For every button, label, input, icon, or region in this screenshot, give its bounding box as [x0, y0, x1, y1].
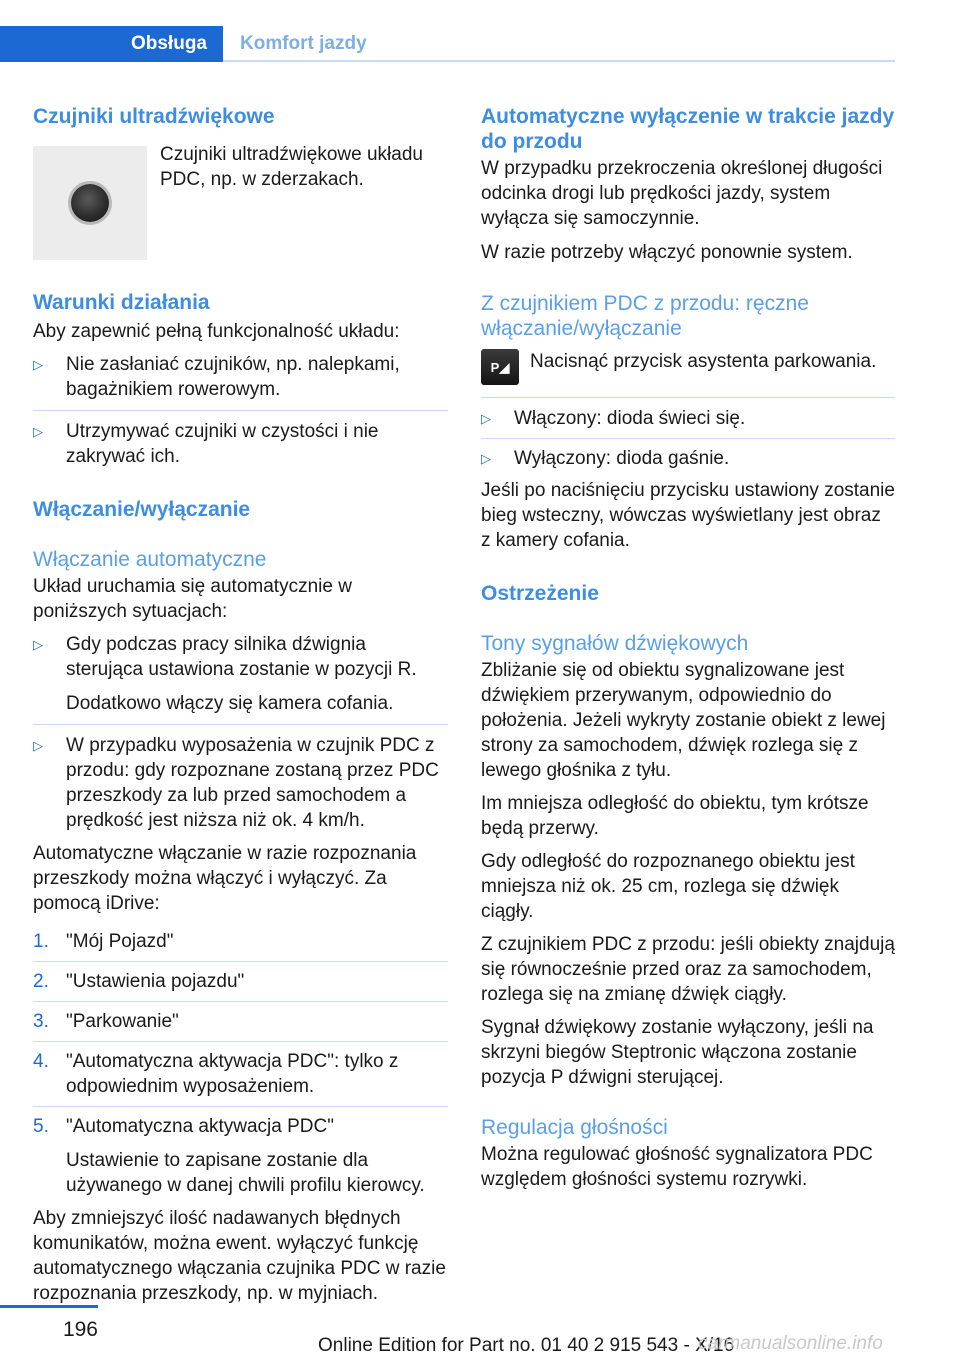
sensors-text: Czujniki ultradźwiękowe układu PDC, np. w zderzakach.: [160, 144, 423, 190]
divider: [33, 1001, 448, 1002]
auto-intro: Układ uruchamia się automatycznie w poniższych sytuacjach:: [33, 576, 352, 622]
conditions-intro: Aby zapewnić pełną funkcjonalność układu:: [33, 321, 400, 342]
tones-p5: Sygnał dźwiękowy zostanie wyłączony, jeśli na skrzyni biegów Steptronic włączona zostanie pozycja P dźwigni sterującej.: [481, 1017, 874, 1088]
page-number: 196: [62, 1318, 98, 1341]
divider: [33, 724, 448, 725]
manual-after: Jeśli po naciśnięciu przycisku ustawiony zostanie bieg wsteczny, wówczas wyświetlany jest obraz z kamery cofania.: [481, 480, 895, 551]
volume-text: Można regulować głośność sygnalizatora PDC względem głośności systemu rozrywki.: [481, 1144, 873, 1190]
heading-auto: Włączanie automatyczne: [33, 548, 267, 571]
list-item: ▷ Włączony: dioda świeci się.: [481, 408, 746, 429]
list-item: ▷ Gdy podczas pracy silnika dźwignia sterująca ustawiona zostanie w pozycji R. Dodatkowo włączy się kamera cofania.: [33, 634, 417, 714]
triangle-right-icon: ▷: [33, 424, 43, 439]
heading-autooff: Automatyczne wyłączenie w trakcie jazdy do przodu: [481, 105, 895, 153]
auto-idrive-text: Automatyczne włączanie w razie rozpoznania przeszkody można włączyć i wyłączyć. Za pomocą iDrive:: [33, 843, 417, 914]
list-item: 1. "Mój Pojazd": [33, 931, 174, 952]
heading-manual: Z czujnikiem PDC z przodu: ręczne włączanie/wyłączanie: [481, 292, 809, 340]
sensor-image: [33, 146, 147, 260]
divider: [33, 410, 448, 411]
footer-accent-line: [0, 1305, 98, 1308]
tones-p4: Z czujnikiem PDC z przodu: jeśli obiekty znajdują się równocześnie przed oraz za samochodem, rozlega się na zmianę dźwięk ciągły.: [481, 934, 895, 1005]
divider: [33, 1106, 448, 1107]
list-item: ▷ Wyłączony: dioda gaśnie.: [481, 448, 730, 469]
heading-tones: Tony sygnałów dźwiękowych: [481, 632, 749, 655]
triangle-right-icon: ▷: [481, 451, 491, 466]
ultrasonic-sensor-icon: [71, 184, 109, 222]
triangle-right-icon: ▷: [33, 738, 43, 753]
divider: [33, 1041, 448, 1042]
list-item: 3. "Parkowanie": [33, 1011, 179, 1032]
heading-volume: Regulacja głośności: [481, 1116, 668, 1139]
list-item: 4. "Automatyczna aktywacja PDC": tylko z odpowiednim wyposażeniem.: [33, 1051, 399, 1097]
header-divider: [223, 60, 895, 62]
tones-p1: Zbliżanie się od obiektu sygnalizowane jest dźwiękiem przerywanym, odpowiednio do położenia. Jeżeli wykryty zostanie obiekt z lewej strony za samochodem, dźwięk rozlega się z lewego głośnika z tyłu.: [481, 660, 886, 781]
tab-komfort-jazdy[interactable]: Komfort jazdy: [240, 33, 367, 54]
manual-text: Nacisnąć przycisk asystenta parkowania.: [530, 351, 877, 372]
list-item: ▷ Utrzymywać czujniki w czystości i nie zakrywać ich.: [33, 421, 379, 467]
heading-onoff: Włączanie/wyłączanie: [33, 498, 251, 521]
list-item: 2. "Ustawienia pojazdu": [33, 971, 245, 992]
manual-row: [481, 349, 895, 393]
triangle-right-icon: ▷: [33, 637, 43, 652]
tones-p3: Gdy odległość do rozpoznanego obiektu jest mniejsza niż ok. 25 cm, rozlega się dźwięk ciągły.: [481, 851, 855, 922]
divider: [481, 397, 895, 398]
header-tabs: [0, 26, 895, 62]
watermark: carmanualsonline.info: [698, 1333, 883, 1354]
heading-conditions: Warunki działania: [33, 291, 210, 314]
right-column: [481, 100, 895, 1192]
park-assist-icon: P◢: [481, 349, 519, 385]
list-item: ▷ Nie zasłaniać czujników, np. nalepkami, bagażnikiem rowerowym.: [33, 354, 400, 400]
tones-p2: Im mniejsza odległość do obiektu, tym krótsze będą przerwy.: [481, 793, 869, 839]
heading-sensors: Czujniki ultradźwiękowe: [33, 105, 275, 128]
list-item: 5. "Automatyczna aktywacja PDC" Ustawienie to zapisane zostanie dla używanego w danej chwili profilu kierowcy.: [33, 1116, 425, 1196]
heading-warning: Ostrzeżenie: [481, 582, 599, 605]
list-item: ▷ W przypadku wyposażenia w czujnik PDC z przodu: gdy rozpoznane zostaną przez PDC przeszkody za lub przed samochodem a prędkość jest niższa niż ok. 4 km/h.: [33, 735, 439, 831]
divider: [481, 438, 895, 439]
edition-text: Online Edition for Part no. 01 40 2 915 543 - X/16: [318, 1335, 735, 1356]
closing-text: Aby zmniejszyć ilość nadawanych błędnych komunikatów, można ewent. wyłączyć funkcję automatycznego włączania czujnika PDC w razie rozpoznania przeszkody, np. w myjniach.: [33, 1208, 446, 1304]
tab-obsluga[interactable]: Obsługa: [0, 26, 223, 62]
triangle-right-icon: ▷: [33, 357, 43, 372]
triangle-right-icon: ▷: [481, 411, 491, 426]
autooff-p1: W przypadku przekroczenia określonej długości odcinka drogi lub prędkości jazdy, system wyłącza się samoczynnie.: [481, 158, 883, 229]
autooff-p2: W razie potrzeby włączyć ponownie system.: [481, 242, 853, 263]
divider: [33, 961, 448, 962]
